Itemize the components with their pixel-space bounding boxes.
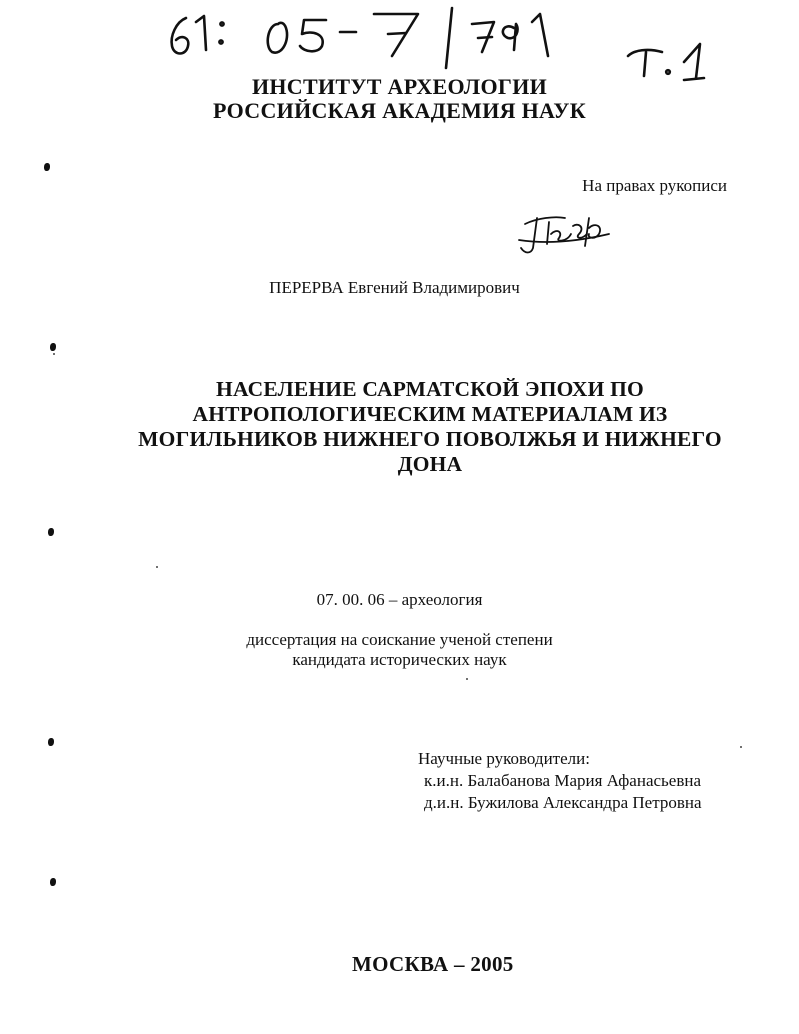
scan-speck: [466, 678, 468, 680]
author-signature: [515, 204, 615, 260]
scan-speck: [740, 746, 742, 748]
city-year: МОСКВА – 2005: [352, 952, 514, 976]
binder-mark: [50, 878, 56, 886]
advisors-block: [418, 748, 702, 814]
scan-speck: [156, 566, 158, 568]
degree-line: диссертация на соискание ученой степени: [246, 630, 553, 649]
dissertation-title: [130, 377, 730, 477]
rights-note: На правах рукописи: [582, 176, 727, 195]
academy-name: РОССИЙСКАЯ АКАДЕМИЯ НАУК: [213, 98, 586, 123]
binder-mark: [48, 528, 54, 536]
degree-line: кандидата исторических наук: [292, 650, 507, 669]
specialty-code: 07. 00. 06 – археология: [316, 590, 483, 609]
title-line: МОГИЛЬНИКОВ НИЖНЕГО ПОВОЛЖЬЯ И НИЖНЕГО: [138, 427, 722, 451]
binder-mark: [44, 163, 50, 171]
advisor-name: к.и.н. Балабанова Мария Афанасьевна: [424, 771, 702, 790]
binder-mark: [48, 738, 54, 746]
scan-speck: [53, 353, 55, 355]
institute-name: ИНСТИТУТ АРХЕОЛОГИИ: [251, 74, 548, 99]
degree-statement: [0, 630, 799, 670]
title-line: АНТРОПОЛОГИЧЕСКИМ МАТЕРИАЛАМ ИЗ: [192, 402, 668, 426]
title-line: НАСЕЛЕНИЕ САРМАТСКОЙ ЭПОХИ ПО: [216, 377, 644, 401]
author-name: ПЕРЕРВА Евгений Владимирович: [269, 278, 520, 297]
advisors-heading: Научные руководители:: [418, 749, 590, 768]
title-line: ДОНА: [397, 452, 463, 476]
binder-mark: [50, 343, 56, 351]
advisor-name: д.и.н. Бужилова Александра Петровна: [424, 793, 702, 812]
